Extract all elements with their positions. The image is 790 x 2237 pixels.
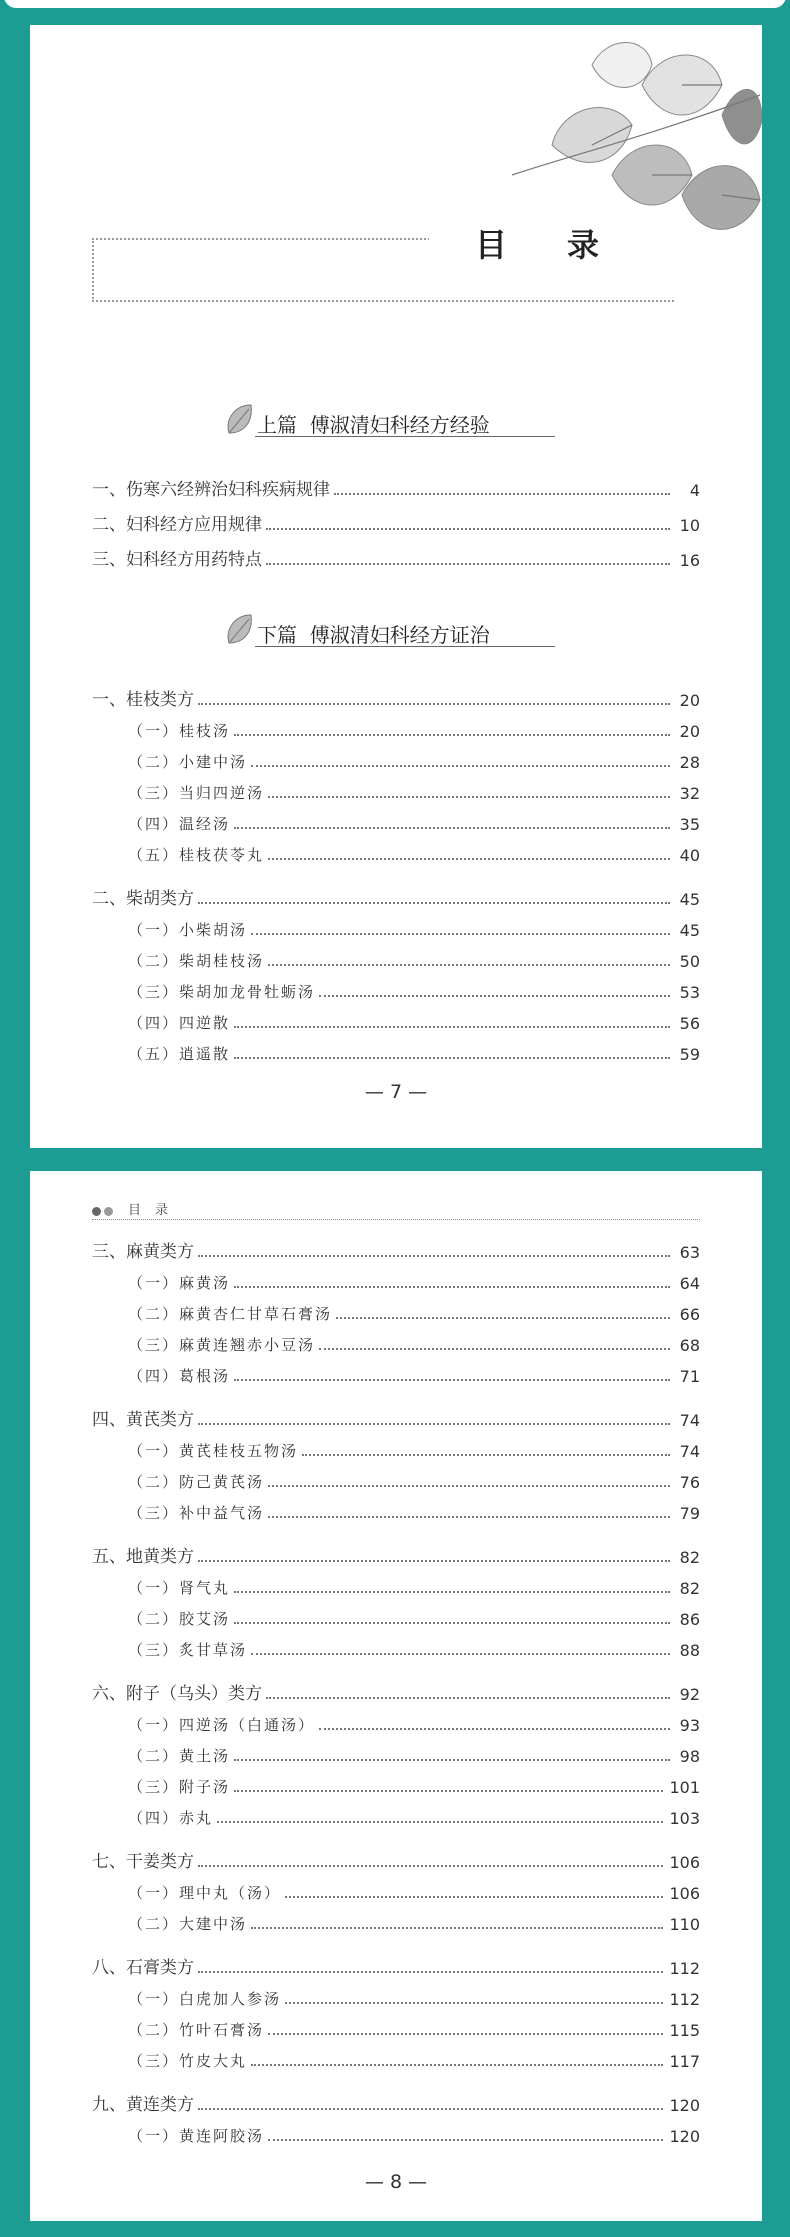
toc-row[interactable]: （二）防己黄芪汤 76 bbox=[128, 1473, 700, 1492]
toc-row[interactable]: （三）炙甘草汤 88 bbox=[128, 1641, 700, 1660]
toc-row[interactable]: （一）黄连阿胶汤 120 bbox=[128, 2127, 700, 2146]
toc-row[interactable]: （三）补中益气汤 79 bbox=[128, 1504, 700, 1523]
toc-row[interactable]: （一）桂枝汤 20 bbox=[128, 722, 700, 741]
toc-row[interactable]: （二）麻黄杏仁甘草石膏汤 66 bbox=[128, 1305, 700, 1324]
toc-row[interactable]: 六、附子（乌头）类方 92 bbox=[92, 1684, 700, 1704]
toc-row[interactable]: （二）竹叶石膏汤 115 bbox=[128, 2021, 700, 2040]
toc-row[interactable]: （五）逍遥散 59 bbox=[128, 1045, 700, 1064]
toc-row[interactable]: （三）竹皮大丸 117 bbox=[128, 2052, 700, 2071]
toc-row[interactable]: 八、石膏类方 112 bbox=[92, 1958, 700, 1978]
page-8 bbox=[30, 1171, 762, 2221]
top-edge bbox=[4, 0, 786, 8]
toc-row[interactable]: （一）肾气丸 82 bbox=[128, 1579, 700, 1598]
toc-row[interactable]: （一）四逆汤（白通汤） 93 bbox=[128, 1716, 700, 1735]
toc-row[interactable]: （四）赤丸 103 bbox=[128, 1809, 700, 1828]
toc-row[interactable]: 三、妇科经方用药特点 16 bbox=[92, 550, 700, 570]
toc-row[interactable]: （一）白虎加人参汤 112 bbox=[128, 1990, 700, 2009]
toc-row[interactable]: （二）大建中汤 110 bbox=[128, 1915, 700, 1934]
toc-row[interactable]: 一、桂枝类方 20 bbox=[92, 690, 700, 710]
toc-row[interactable]: （五）桂枝茯苓丸 40 bbox=[128, 846, 700, 865]
toc-row[interactable]: （一）麻黄汤 64 bbox=[128, 1274, 700, 1293]
toc-row[interactable]: （二）柴胡桂枝汤 50 bbox=[128, 952, 700, 971]
toc-row[interactable]: 七、干姜类方 106 bbox=[92, 1852, 700, 1872]
toc-row[interactable]: （一）小柴胡汤 45 bbox=[128, 921, 700, 940]
toc-row[interactable]: （二）胶艾汤 86 bbox=[128, 1610, 700, 1629]
toc-row[interactable]: （三）柴胡加龙骨牡蛎汤 53 bbox=[128, 983, 700, 1002]
toc-row[interactable]: 二、妇科经方应用规律 10 bbox=[92, 515, 700, 535]
toc-row[interactable]: （二）小建中汤 28 bbox=[128, 753, 700, 772]
page-7 bbox=[30, 25, 762, 1148]
toc-row[interactable]: （四）四逆散 56 bbox=[128, 1014, 700, 1033]
toc-row[interactable]: 一、伤寒六经辨治妇科疾病规律 4 bbox=[92, 480, 700, 500]
toc-row[interactable]: （四）温经汤 35 bbox=[128, 815, 700, 834]
toc-row[interactable]: 九、黄连类方 120 bbox=[92, 2095, 700, 2115]
page-number: — 8 — bbox=[364, 2171, 428, 2193]
toc-row[interactable]: （一）理中丸（汤） 106 bbox=[128, 1884, 700, 1903]
leaf-icon bbox=[225, 403, 255, 437]
toc-row[interactable]: （三）麻黄连翘赤小豆汤 68 bbox=[128, 1336, 700, 1355]
toc-row[interactable]: 四、黄芪类方 74 bbox=[92, 1410, 700, 1430]
toc-row[interactable]: （一）黄芪桂枝五物汤 74 bbox=[128, 1442, 700, 1461]
section-heading-upper: 上篇 傅淑清妇科经方经验 bbox=[225, 403, 555, 439]
leaf-icon bbox=[225, 613, 255, 647]
bullet-icon bbox=[92, 1201, 116, 1220]
page-title: 目录 bbox=[475, 226, 660, 264]
toc-row[interactable]: 二、柴胡类方 45 bbox=[92, 889, 700, 909]
toc-row[interactable]: （二）黄土汤 98 bbox=[128, 1747, 700, 1766]
toc-row[interactable]: 五、地黄类方 82 bbox=[92, 1547, 700, 1567]
toc-row[interactable]: （三）附子汤 101 bbox=[128, 1778, 700, 1797]
page-number: — 7 — bbox=[364, 1081, 428, 1103]
toc-row[interactable]: （四）葛根汤 71 bbox=[128, 1367, 700, 1386]
toc-row[interactable]: 三、麻黄类方 63 bbox=[92, 1242, 700, 1262]
toc-row[interactable]: （三）当归四逆汤 32 bbox=[128, 784, 700, 803]
section-heading-lower: 下篇 傅淑清妇科经方证治 bbox=[225, 613, 555, 649]
running-head: 目录 bbox=[92, 1197, 700, 1220]
